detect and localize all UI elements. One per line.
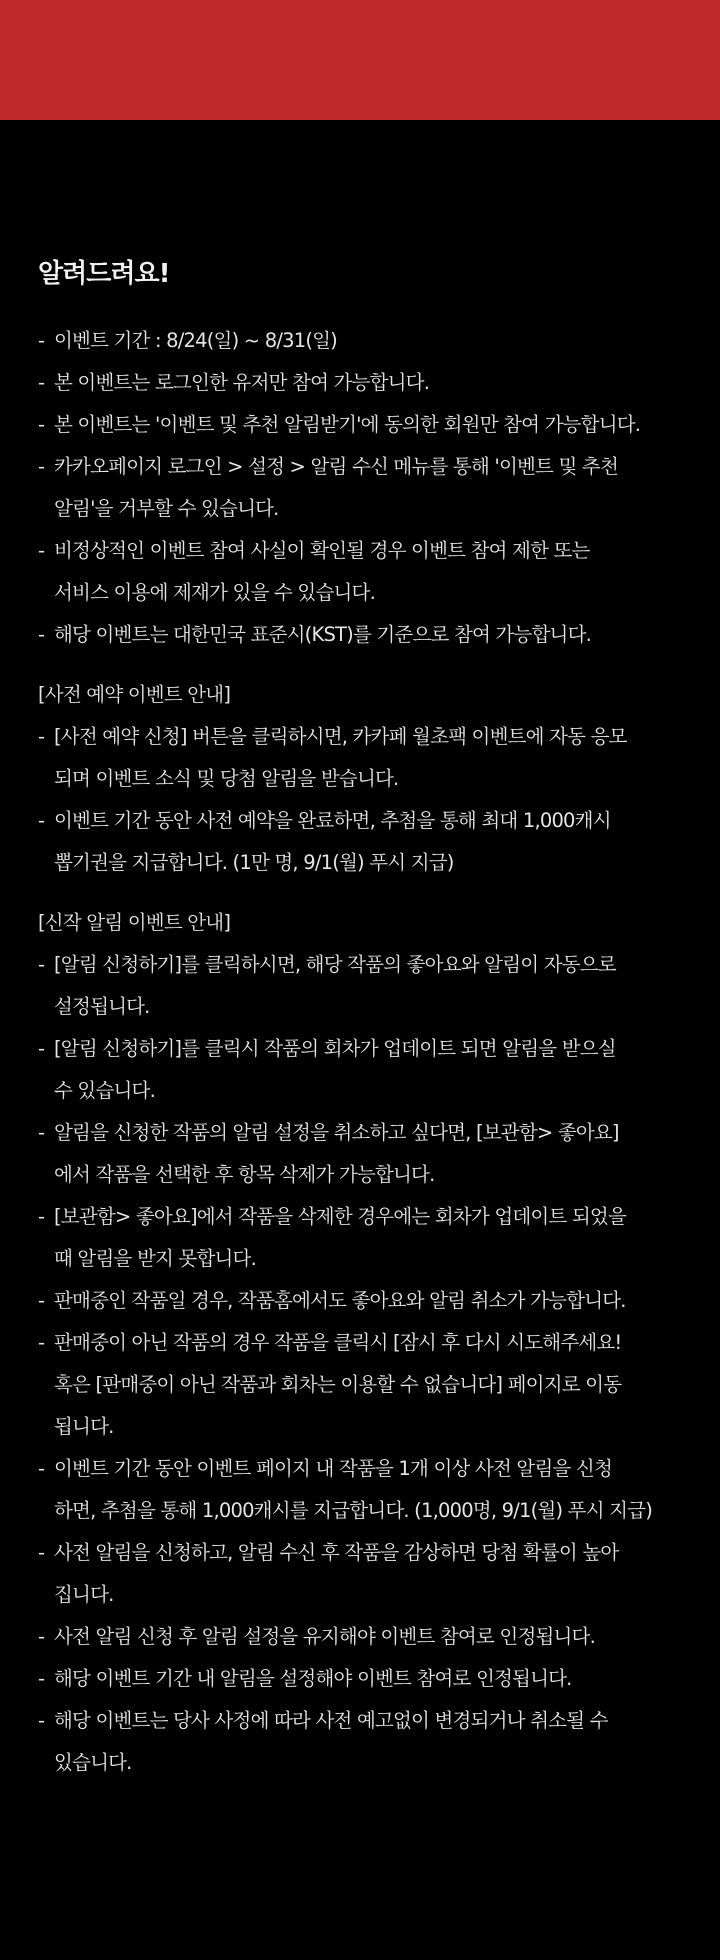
list-item: - 사전 알림 신청 후 알림 설정을 유지해야 이벤트 참여로 인정됩니다. [38,1616,702,1658]
list-item: - [알림 신청하기]를 클릭시 작품의 회차가 업데이트 되면 알림을 받으실 수 있습니다. [38,1028,702,1112]
list-item: - 판매중이 아닌 작품의 경우 작품을 클릭시 [잠시 후 다시 시도해주세요! 혹은 [판매중이 아닌 작품과 회차는 이용할 수 없습니다] 페이지로 이동 됩니다. [38,1322,702,1448]
notice-section [38,250,702,1784]
list-item: - 사전 알림을 신청하고, 알림 수신 후 작품을 감상하면 당첨 확률이 높아 집니다. [38,1532,702,1616]
preorder-notice-list [38,716,702,884]
list-item: - 해당 이벤트는 당사 사정에 따라 사전 예고없이 변경되거나 취소될 수 있습니다. [38,1700,702,1784]
list-item: - 본 이벤트는 로그인한 유저만 참여 가능합니다. [38,362,702,404]
list-item: - [알림 신청하기]를 클릭하시면, 해당 작품의 좋아요와 알림이 자동으로 설정됩니다. [38,944,702,1028]
list-item: - 해당 이벤트 기간 내 알림을 설정해야 이벤트 참여로 인정됩니다. [38,1658,702,1700]
list-item: - [보관함> 좋아요]에서 작품을 삭제한 경우에는 회차가 업데이트 되었을 때 알림을 받지 못합니다. [38,1196,702,1280]
list-item: - 카카오페이지 로그인 > 설정 > 알림 수신 메뉴를 통해 '이벤트 및 추천 알림'을 거부할 수 있습니다. [38,446,702,530]
new-release-notice-list [38,944,702,1784]
new-release-section-heading: [신작 알림 이벤트 안내] [38,911,231,934]
list-item: - 이벤트 기간 동안 이벤트 페이지 내 작품을 1개 이상 사전 알림을 신청 하면, 추첨을 통해 1,000캐시를 지급합니다. (1,000명, 9/1(월) 푸시 지급) [38,1448,702,1532]
list-item: - 판매중인 작품일 경우, 작품홈에서도 좋아요와 알림 취소가 가능합니다. [38,1280,702,1322]
general-notice-list [38,320,702,656]
list-item: - 이벤트 기간 동안 사전 예약을 완료하면, 추첨을 통해 최대 1,000캐시 뽑기권을 지급합니다. (1만 명, 9/1(월) 푸시 지급) [38,800,702,884]
preorder-section-heading: [사전 예약 이벤트 안내] [38,683,231,706]
list-item: - 이벤트 기간 : 8/24(일) ~ 8/31(일) [38,320,702,362]
list-item: - [사전 예약 신청] 버튼을 클릭하시면, 카카페 월초팩 이벤트에 자동 응모 되며 이벤트 소식 및 당첨 알림을 받습니다. [38,716,702,800]
list-item: - 알림을 신청한 작품의 알림 설정을 취소하고 싶다면, [보관함> 좋아요] 에서 작품을 선택한 후 항목 삭제가 가능합니다. [38,1112,702,1196]
notice-title: 알려드려요! [38,259,170,289]
list-item: - 해당 이벤트는 대한민국 표준시(KST)를 기준으로 참여 가능합니다. [38,614,702,656]
list-item: - 비정상적인 이벤트 참여 사실이 확인될 경우 이벤트 참여 제한 또는 서비스 이용에 제재가 있을 수 있습니다. [38,530,702,614]
list-item: - 본 이벤트는 '이벤트 및 추천 알림받기'에 동의한 회원만 참여 가능합니다. [38,404,702,446]
top-banner [0,0,720,120]
